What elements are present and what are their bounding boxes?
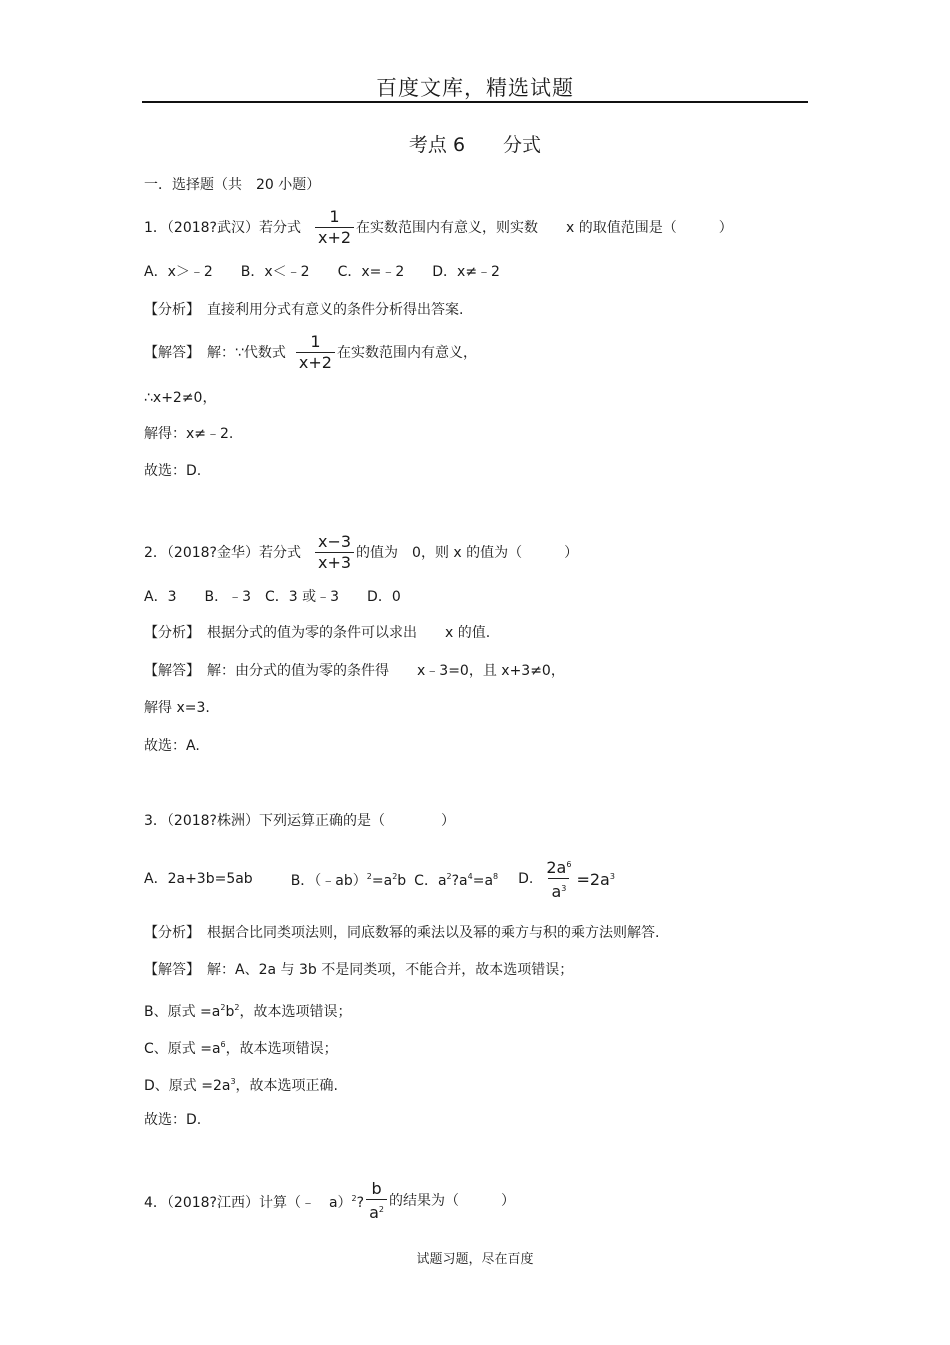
q1-fraction xyxy=(315,208,354,247)
q1-fraction-numerator: 1 xyxy=(329,207,340,226)
q1-options: A．x＞﹣2 B．x＜﹣2 C．x=﹣2 D．x≠﹣2 xyxy=(144,264,500,280)
q4-stem-pre: 4．（2018?江西）计算（﹣ a）$^2$? xyxy=(144,1194,365,1211)
q3-options xyxy=(144,856,615,901)
q1-choice: 故选：D. xyxy=(144,463,202,479)
q3-line-c: C、原式 $=a^6$，故本选项错误； xyxy=(144,1040,338,1057)
q2-answer: 【解答】 解：由分式的值为零的条件得 x﹣3=0，且 x+3≠0， xyxy=(144,663,565,679)
q4-fraction-numerator: b xyxy=(371,1179,382,1198)
q1-analysis: 【分析】 直接利用分式有意义的条件分析得出答案. xyxy=(144,302,464,318)
q2-stem-post: 的值为 0，则 x 的值为（ ） xyxy=(356,544,579,561)
q3-choice: 故选：D. xyxy=(144,1112,202,1128)
q2-fraction xyxy=(315,533,354,572)
q4-fraction-denominator: $a^2$ xyxy=(366,1199,387,1222)
q1-step1: ∴x+2≠0， xyxy=(144,390,217,406)
q2-fraction-denominator: x+3 xyxy=(315,552,354,572)
q1-answer-fraction-numerator: 1 xyxy=(310,332,321,351)
q2-analysis: 【分析】 根据分式的值为零的条件可以求出 x 的值. xyxy=(144,625,491,641)
q3-option-c: C．$a^2?a^4=a^8$ xyxy=(414,871,499,889)
q1-fraction-denominator: x+2 xyxy=(315,227,354,247)
q1-answer-post: 在实数范围内有意义， xyxy=(336,344,477,361)
q4-stem-post: 的结果为（ ） xyxy=(388,1193,515,1209)
q3-answer: 【解答】 解：A、2a 与 3b 不是同类项，不能合并，故本选项错误； xyxy=(144,962,574,978)
q3-option-d-rhs: $=2a^3$ xyxy=(576,870,615,889)
q2-options: A．3 B．﹣3 C．3 或﹣3 D．0 xyxy=(144,589,401,605)
header-rule xyxy=(142,101,808,103)
section-heading: 一．选择题（共 20 小题） xyxy=(144,177,321,193)
document-title: 考点 6 分式 xyxy=(408,134,542,156)
q1-stem xyxy=(144,208,733,247)
q1-answer-pre: 【解答】 解：∵代数式 xyxy=(144,344,286,361)
q4-fraction xyxy=(366,1180,387,1222)
q2-stem xyxy=(144,533,578,572)
q1-answer-fraction-denominator: x+2 xyxy=(296,352,335,372)
q2-fraction-numerator: x−3 xyxy=(317,532,352,551)
q2-choice: 故选：A. xyxy=(144,738,200,754)
q3-stem: 3．（2018?株洲）下列运算正确的是（ ） xyxy=(144,813,455,829)
q3-option-b: B．$(﹣ab)^2=a^2b$ xyxy=(290,871,407,889)
q1-answer xyxy=(144,333,477,372)
q3-option-d-numerator: $2a^6$ xyxy=(546,858,572,877)
q4-stem xyxy=(144,1180,515,1222)
q1-stem-pre: 1．（2018?武汉）若分式 xyxy=(144,219,301,236)
q2-stem-pre: 2．（2018?金华）若分式 xyxy=(144,544,301,561)
q3-option-d-label: D. xyxy=(518,870,534,887)
q3-line-b: B、原式 $=a^2b^2$，故本选项错误； xyxy=(144,1003,352,1020)
q3-option-d-fraction xyxy=(543,856,574,901)
q1-stem-post: 在实数范围内有意义，则实数 x 的取值范围是（ ） xyxy=(356,219,733,236)
q2-step1: 解得 x=3. xyxy=(144,700,210,716)
q3-analysis: 【分析】 根据合比同类项法则，同底数幂的乘法以及幂的乘方与积的乘方法则解答. xyxy=(144,925,660,941)
q3-option-a: A．2a+3b=5ab xyxy=(144,870,253,887)
q1-step2: 解得：x≠﹣2. xyxy=(144,426,234,442)
q3-option-d-denominator: $a^3$ xyxy=(548,878,569,901)
page-footer: 试题习题，尽在百度 xyxy=(416,1252,534,1267)
q3-line-d: D、原式 $=2a^3$，故本选项正确. xyxy=(144,1077,338,1094)
q1-answer-fraction xyxy=(296,333,335,372)
header-title: 百度文库，精选试题 xyxy=(376,76,574,100)
